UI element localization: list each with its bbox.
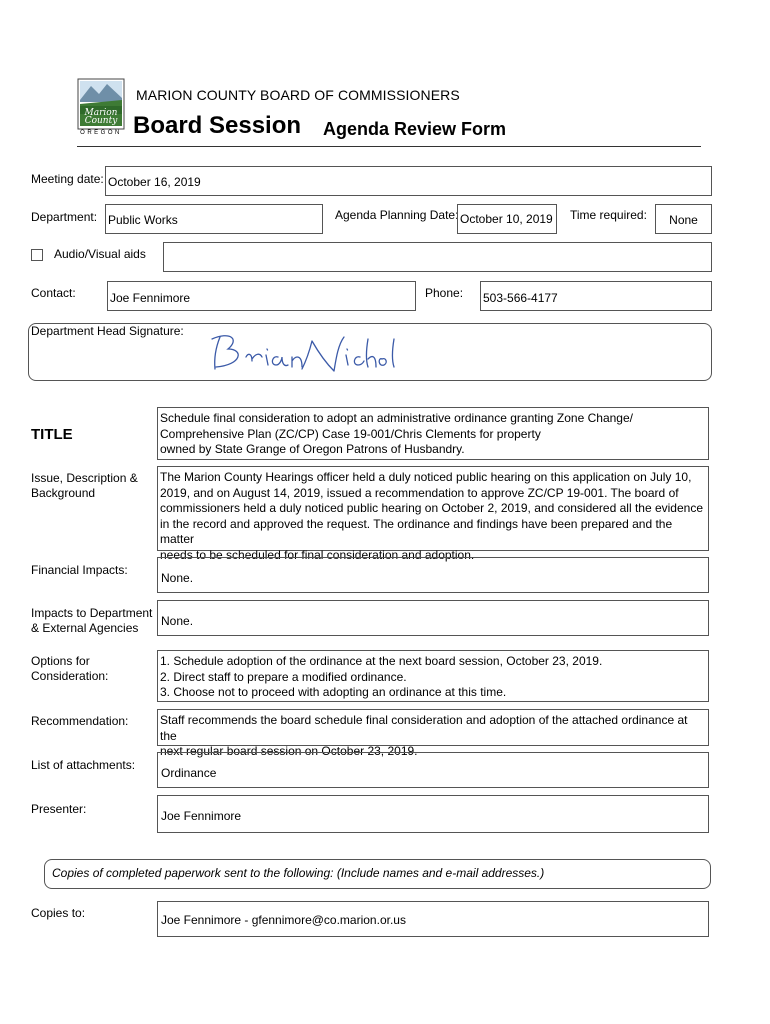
title-line: Comprehensive Plan (ZC/CP) Case 19-001/Chris Clements for property [160, 426, 541, 441]
department-field[interactable]: Public Works [105, 204, 323, 234]
phone-field[interactable]: 503-566-4177 [480, 281, 712, 311]
meeting-date-label: Meeting date: [31, 172, 104, 186]
recommendation-line: Staff recommends the board schedule final consideration and adoption of the attached ordinance at the [160, 713, 688, 743]
option-item: 2. Direct staff to prepare a modified ordinance. [160, 669, 407, 684]
copies-note: Copies of completed paperwork sent to the following: (Include names and e-mail addresses.) [52, 866, 545, 880]
header-divider [77, 146, 701, 147]
title-label: TITLE [31, 426, 73, 443]
planning-date-field[interactable]: October 10, 2019 [457, 204, 557, 234]
av-aids-field[interactable] [163, 242, 712, 272]
phone-label: Phone: [425, 286, 464, 300]
presenter-label: Presenter: [31, 802, 87, 816]
contact-label: Contact: [31, 286, 76, 300]
issue-label: Issue, Description & Background [31, 471, 138, 500]
attachments-label: List of attachments: [31, 758, 136, 772]
title-line: owned by State Grange of Oregon Patrons of Husbandry. [160, 442, 465, 456]
signature-image [206, 331, 402, 380]
financial-field[interactable]: None. [157, 557, 709, 593]
issue-line: 2019, and on August 14, 2019, issued a recommendation to approve ZC/CP 19-001. The board of [160, 485, 679, 500]
option-item: 3. Choose not to proceed with adopting an ordinance at this time. [160, 685, 507, 699]
title-line: Schedule final consideration to adopt an administrative ordinance granting Zone Change/ [160, 411, 633, 425]
time-required-field[interactable]: None [655, 204, 712, 234]
county-logo [77, 78, 125, 138]
recommendation-line: next regular board session on October 23, 2019. [160, 744, 418, 758]
signature-label: Department Head Signature: [31, 324, 184, 338]
county-board-heading: MARION COUNTY BOARD OF COMMISSIONERS [136, 87, 460, 103]
logo-text: Marion County [84, 108, 118, 126]
logo-state: OREGON [80, 130, 122, 136]
meeting-date-field[interactable]: October 16, 2019 [105, 166, 712, 196]
impacts-label: Impacts to Department & External Agencies [31, 606, 153, 635]
department-label: Department: [31, 210, 98, 224]
financial-label: Financial Impacts: [31, 563, 128, 577]
recommendation-field[interactable] [157, 709, 709, 758]
planning-date-label: Agenda Planning Date: [335, 208, 459, 222]
av-aids-checkbox[interactable] [31, 249, 43, 261]
issue-line: in the record and approved the request. The ordinance and findings have been prepared and the matter [160, 516, 673, 546]
time-required-label: Time required: [570, 208, 647, 222]
av-aids-label: Audio/Visual aids [54, 247, 146, 261]
options-label: Options for Consideration: [31, 654, 109, 683]
impacts-field[interactable]: None. [157, 600, 709, 636]
title-field[interactable] [157, 407, 709, 460]
issue-line: commissioners held a duly noticed public hearing on October 2, 2019, and considered all the evidence [160, 501, 703, 515]
page-subtitle: Agenda Review Form [323, 119, 507, 139]
copies-to-label: Copies to: [31, 906, 86, 920]
page-title: Board Session [133, 112, 302, 139]
recommendation-label: Recommendation: [31, 714, 129, 728]
issue-line: The Marion County Hearings officer held a duly noticed public hearing on this application on July 10, [160, 470, 692, 484]
presenter-field[interactable]: Joe Fennimore [157, 795, 709, 833]
attachments-field[interactable]: Ordinance [157, 752, 709, 788]
issue-field[interactable] [157, 466, 709, 562]
option-item: 1. Schedule adoption of the ordinance at the next board session, October 23, 2019. [160, 654, 603, 668]
issue-line: needs to be scheduled for final consideration and adoption. [160, 547, 475, 562]
options-field[interactable] [157, 650, 709, 702]
copies-to-field[interactable]: Joe Fennimore - gfennimore@co.marion.or.us [157, 901, 709, 937]
contact-field[interactable]: Joe Fennimore [107, 281, 416, 311]
